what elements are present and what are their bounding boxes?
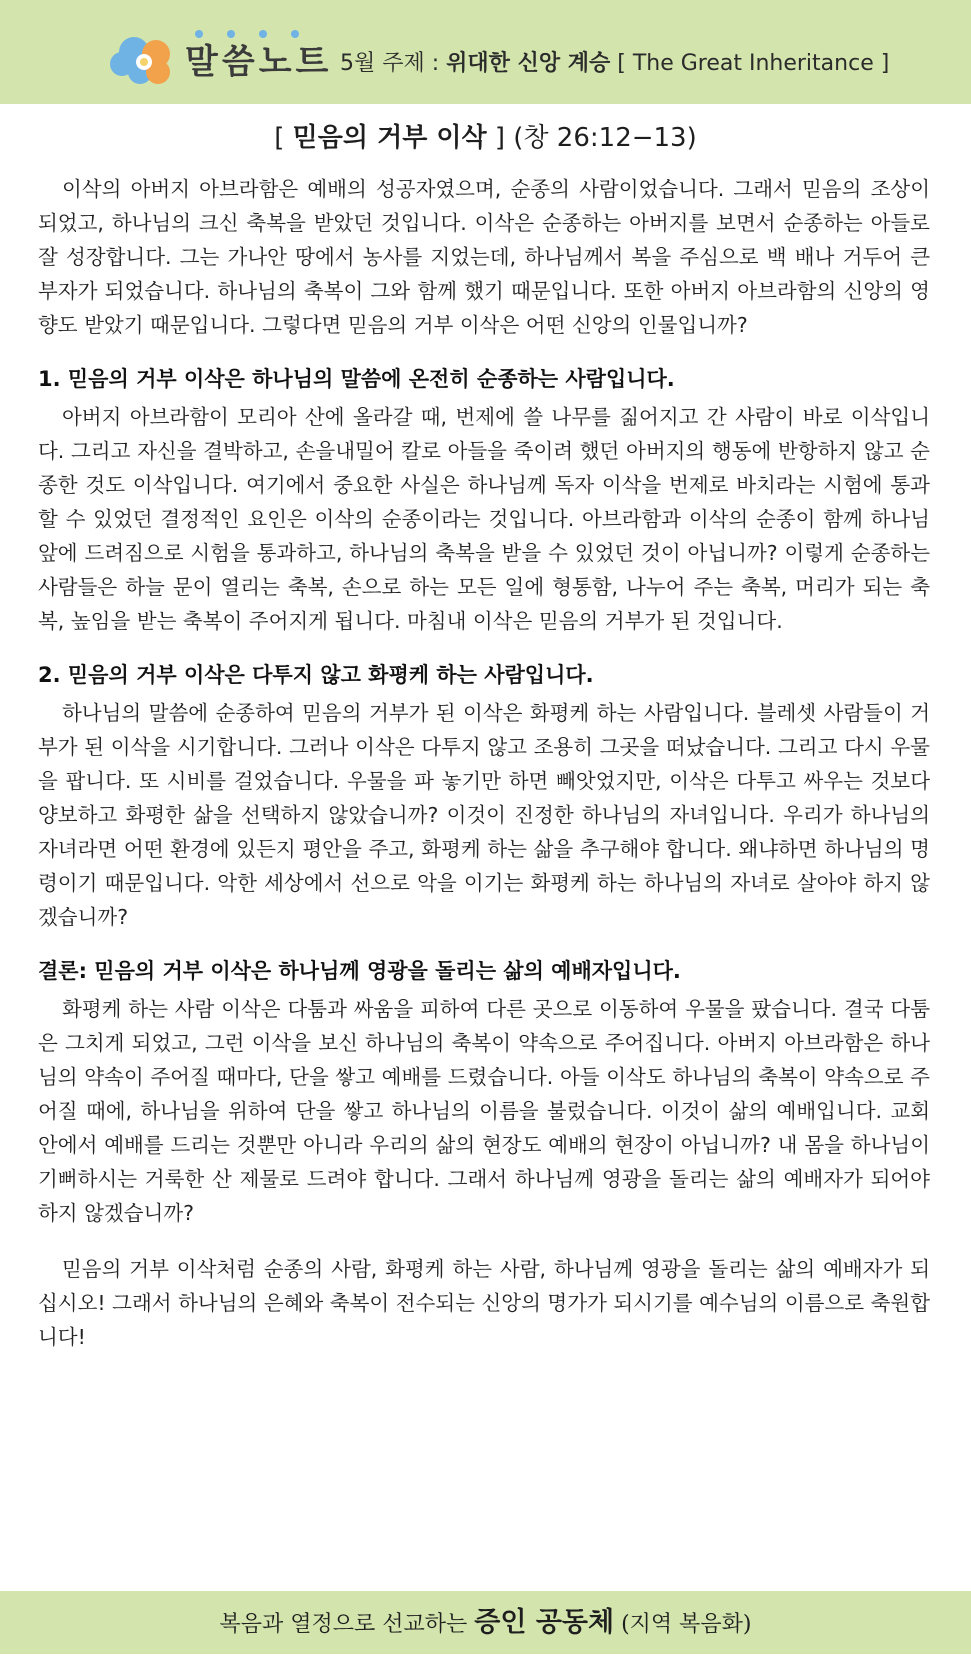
- theme-english: [ The Great Inheritance ]: [610, 51, 890, 76]
- section-2-heading: 2. 믿음의 거부 이삭은 다투지 않고 화평케 하는 사람입니다.: [38, 663, 594, 687]
- footer-slogan: [0, 1591, 971, 1656]
- footer-prefix: 복음과 열정으로 선교하는: [219, 1612, 475, 1637]
- sermon-title-line: [0, 120, 971, 156]
- title-bracket-close: ]: [486, 123, 506, 153]
- sermon-title: 믿음의 거부 이삭: [292, 123, 487, 153]
- sermon-body: [38, 172, 930, 1354]
- footer-emphasis: 증인 공동체: [474, 1607, 615, 1638]
- closing-paragraph: 믿음의 거부 이삭처럼 순종의 사람, 화평케 하는 사람, 하나님께 영광을 돌리는 삶의 예배자가 되십시오! 그래서 하나님의 은혜와 축복이 전수되는 신앙의 명가가 되시기를 예수님의 이름으로 축원합니다!: [38, 1257, 930, 1349]
- conclusion-heading: 결론: 믿음의 거부 이삭은 하나님께 영광을 돌리는 삶의 예배자입니다.: [38, 959, 681, 983]
- brand-title: 말씀노트: [185, 42, 333, 82]
- section-1-heading: 1. 믿음의 거부 이삭은 하나님의 말씀에 온전히 순종하는 사람입니다.: [38, 367, 675, 391]
- conclusion-body: 화평케 하는 사람 이삭은 다툼과 싸움을 피하여 다른 곳으로 이동하여 우물을 팠습니다. 결국 다툼은 그치게 되었고, 그런 이삭을 보신 하나님의 축복이 약속으로 주어집니다. 아버지 아브라함은 하나님의 약속이 주어질 때마다, 단을 쌓고 예배를 드렸습니다. 아들 이삭도 하나님의 축복이 약속으로 주어질 때에, 하나님을 위하여 단을 쌓고 하나님의 이름을 불렀습니다. 이것이 삶의 예배입니다. 교회 안에서 예배를 드리는 것뿐만 아니라 우리의 삶의 현장도 예배의 현장이 아닙니까? 내 몸을 하나님이 기뻐하시는 거룩한 산 제물로 드려야 합니다. 그래서 하나님께 영광을 돌리는 삶의 예배자가 되어야 하지 않겠습니까?: [38, 997, 930, 1225]
- section-1-body: 아버지 아브라함이 모리아 산에 올라갈 때, 번제에 쓸 나무를 짊어지고 간 사람이 바로 이삭입니다. 그리고 자신을 결박하고, 손을내밀어 칼로 아들을 죽이려 했던 아버지의 행동에 반항하지 않고 순종한 것도 이삭입니다. 여기에서 중요한 사실은 하나님께 독자 이삭을 번제로 바치라는 시험에 통과할 수 있었던 결정적인 요인은 이삭의 순종이라는 것입니다. 아브라함과 이삭의 순종이 함께 하나님 앞에 드려짐으로 시험을 통과하고, 하나님의 축복을 받을 수 있었던 것이 아닙니까? 이렇게 순종하는 사람들은 하늘 문이 열리는 축복, 손으로 하는 모든 일에 형통함, 나누어 주는 축복, 머리가 되는 축복, 높임을 받는 축복이 주어지게 됩니다. 마침내 이삭은 믿음의 거부가 된 것입니다.: [38, 405, 930, 633]
- monthly-theme: [340, 49, 889, 79]
- header-band: [0, 0, 971, 104]
- title-bracket-open: [: [274, 123, 293, 153]
- section-2-body: 하나님의 말씀에 순종하여 믿음의 거부가 된 이삭은 화평케 하는 사람입니다. 블레셋 사람들이 거부가 된 이삭을 시기합니다. 그러나 이삭은 다투지 않고 조용히 그곳을 떠났습니다. 그리고 다시 우물을 팝니다. 또 시비를 걸었습니다. 우물을 파 놓기만 하면 빼앗었지만, 이삭은 다투고 싸우는 것보다 양보하고 화평한 삶을 선택하지 않았습니까? 이것이 진정한 하나님의 자녀입니다. 우리가 하나님의 자녀라면 어떤 환경에 있든지 평안을 주고, 화평케 하는 삶을 추구해야 합니다. 왜냐하면 하나님의 명령이기 때문입니다. 악한 세상에서 선으로 악을 이기는 화평케 하는 하나님의 자녀로 살아야 하지 않겠습니까?: [38, 701, 930, 929]
- footer-suffix: (지역 복음화): [614, 1612, 752, 1637]
- footer-band: [0, 1591, 971, 1654]
- theme-title: 위대한 신앙 계승: [446, 51, 611, 76]
- scripture-reference: (창 26:12−13): [505, 123, 697, 153]
- clover-logo-icon: [110, 28, 182, 88]
- theme-prefix: 5월 주제 :: [340, 51, 447, 76]
- intro-paragraph: 이삭의 아버지 아브라함은 예배의 성공자였으며, 순종의 사람이었습니다. 그래서 믿음의 조상이 되었고, 하나님의 크신 축복을 받았던 것입니다. 이삭은 순종하는 아버지를 보면서 순종하는 아들로 잘 성장합니다. 그는 가나안 땅에서 농사를 지었는데, 하나님께서 복을 주심으로 백 배나 거두어 큰 부자가 되었습니다. 하나님의 축복이 그와 함께 했기 때문입니다. 또한 아버지 아브라함의 신앙의 영향도 받았기 때문입니다. 그렇다면 믿음의 거부 이삭은 어떤 신앙의 인물입니까?: [38, 177, 930, 337]
